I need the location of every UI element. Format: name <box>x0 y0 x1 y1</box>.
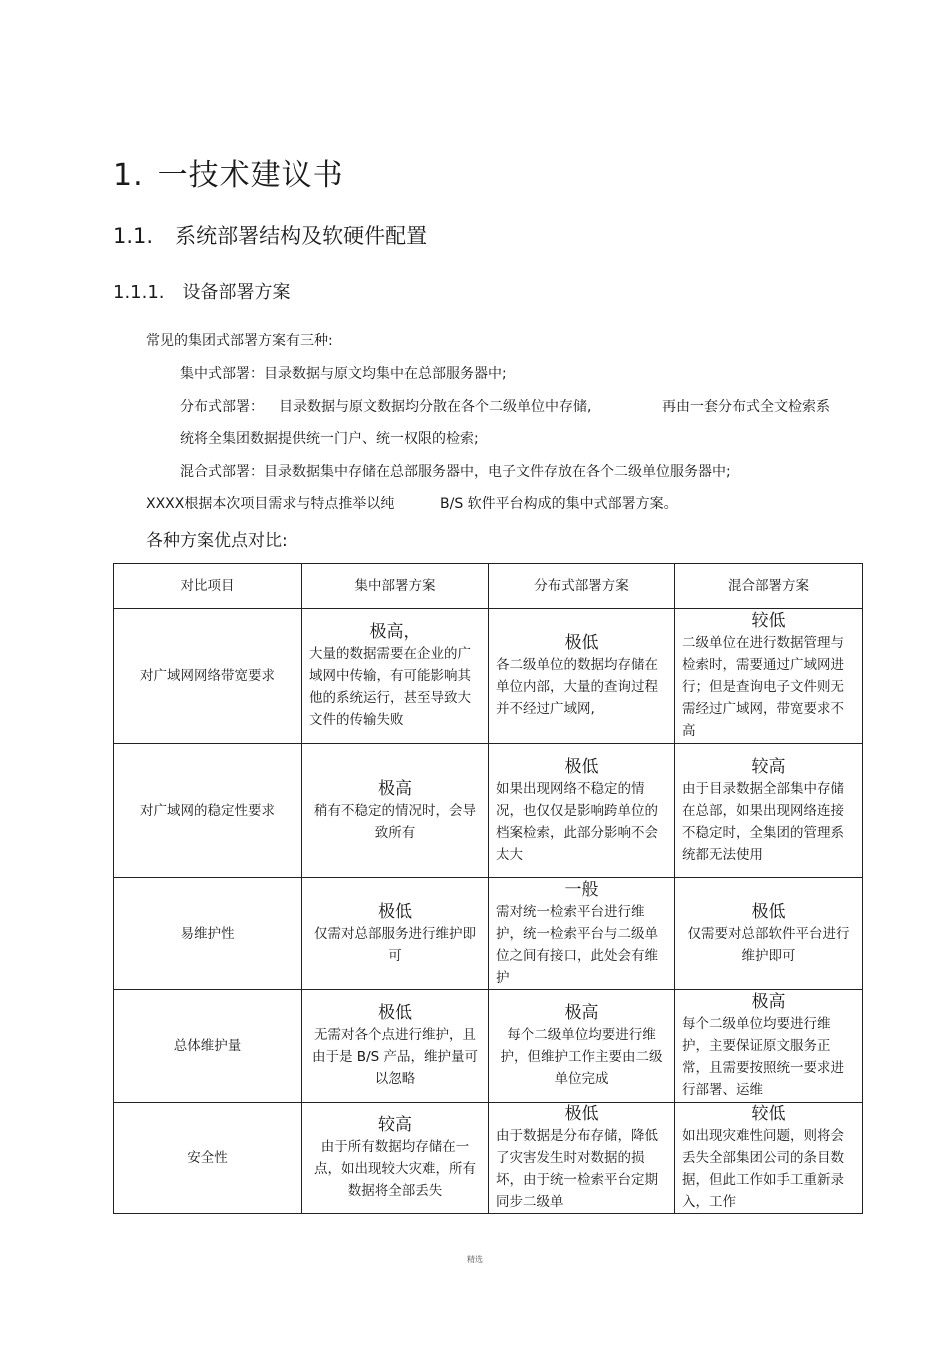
description: 如果出现网络不稳定的情况，也仅仅是影响跨单位的档案检索，此部分影响不会太大 <box>496 780 658 863</box>
rating: 极低 <box>378 901 412 922</box>
distributed-paragraph-line2: 统将全集团数据提供统一门户、统一权限的检索; <box>180 431 479 447</box>
heading-3 <box>113 278 291 304</box>
distributed-paragraph-line1 <box>180 396 264 416</box>
row-label: 易维护性 <box>114 878 302 990</box>
description: 各二级单位的数据均存储在单位内部，大量的查询过程并不经过广域网, <box>496 657 658 717</box>
description: 由于所有数据均存储在一点，如出现较大灾难，所有数据将全部丢失 <box>314 1139 476 1199</box>
table-row <box>114 744 863 878</box>
heading-1 <box>113 150 344 194</box>
table-header-centralized: 集中部署方案 <box>302 564 489 609</box>
rating: 极低 <box>564 1104 599 1124</box>
description: 需对统一检索平台进行维护，统一检索平台与二级单位之间有接口，此处会有维护 <box>496 903 658 986</box>
rating: 极高 <box>378 778 412 799</box>
table-cell <box>675 990 863 1103</box>
table-cell <box>489 744 675 878</box>
description: 仅需要对总部软件平台进行维护即可 <box>687 925 850 964</box>
heading-1-number: 1. <box>113 158 144 193</box>
heading-3-number: 1.1.1. <box>113 282 165 303</box>
rating: 极高， <box>369 622 421 642</box>
table-cell <box>489 990 675 1103</box>
description: 由于目录数据全部集中存储在总部，如果出现网络连接不稳定时，全集团的管理系统都无法使用 <box>682 780 844 863</box>
table-cell <box>302 1103 489 1214</box>
table-cell <box>675 878 863 990</box>
table-cell <box>302 990 489 1103</box>
table-header-hybrid: 混合部署方案 <box>675 564 863 609</box>
description: 每个二级单位均要进行维护，但维护工作主要由二级单位完成 <box>500 1027 663 1087</box>
table-row <box>114 990 863 1103</box>
rating: 极高 <box>564 1003 599 1023</box>
description: 由于数据是分布存储，降低了灾害发生时对数据的损坏，由于统一检索平台定期同步二级单 <box>496 1128 658 1210</box>
table-cell <box>675 744 863 878</box>
compare-title: 各种方案优点对比: <box>146 531 288 551</box>
table-cell <box>675 609 863 744</box>
description: 无需对各个点进行维护，且由于是 B/S 产品，维护量可以忽略 <box>312 1027 478 1087</box>
rating: 极低 <box>378 1003 412 1023</box>
rating: 极低 <box>564 756 599 777</box>
row-label: 总体维护量 <box>114 990 302 1103</box>
heading-2-text: 系统部署结构及软硬件配置 <box>175 224 428 248</box>
table-cell <box>489 609 675 744</box>
table-cell <box>675 1103 863 1214</box>
table-row <box>114 609 863 744</box>
distributed-text-1: 目录数据与原文数据均分散在各个二级单位中存储, <box>279 399 592 415</box>
rating: 较高 <box>751 756 786 777</box>
page-footer: 精选 <box>467 1255 483 1264</box>
table-row <box>114 1103 863 1214</box>
description: 大量的数据需要在企业的广域网中传输，有可能影响其他的系统运行，甚至导致大文件的传输失败 <box>309 646 471 728</box>
rating: 极低 <box>751 901 786 922</box>
recommend-text-1: XXXX根据本次项目需求与特点推举以纯 <box>146 496 395 512</box>
table-cell <box>489 878 675 990</box>
row-label: 对广域网网络带宽要求 <box>114 609 302 744</box>
description: 稍有不稳定的情况时，会导致所有 <box>314 802 476 841</box>
rating: 较低 <box>751 611 786 631</box>
distributed-label: 分布式部署： <box>180 399 264 415</box>
heading-2-number: 1.1. <box>113 224 154 248</box>
rating: 较低 <box>751 1104 786 1124</box>
table-cell <box>302 878 489 990</box>
heading-3-text: 设备部署方案 <box>182 282 291 303</box>
description: 每个二级单位均要进行维护，主要保证原文服务正常，且需要按照统一要求进行部署、运维 <box>682 1016 844 1098</box>
row-label: 对广域网的稳定性要求 <box>114 744 302 878</box>
intro-paragraph: 常见的集团式部署方案有三种: <box>146 333 333 349</box>
centralized-paragraph: 集中式部署：目录数据与原文均集中在总部服务器中; <box>180 366 507 382</box>
hybrid-paragraph: 混合式部署：目录数据集中存储在总部服务器中，电子文件存放在各个二级单位服务器中; <box>180 464 731 480</box>
recommend-text-2: B/S 软件平台构成的集中式部署方案。 <box>440 496 678 512</box>
table-cell <box>302 609 489 744</box>
table-header-row <box>114 564 863 609</box>
description: 如出现灾难性问题，则将会丢失全部集团公司的条目数据，但此工作如手工重新录入，工作 <box>682 1128 844 1210</box>
rating: 极高 <box>751 992 786 1012</box>
heading-2 <box>113 220 427 250</box>
table-cell <box>489 1103 675 1214</box>
distributed-text-2: 再由一套分布式全文检索系 <box>662 399 830 415</box>
table-header-distributed: 分布式部署方案 <box>489 564 675 609</box>
rating: 极低 <box>564 633 599 653</box>
description: 二级单位在进行数据管理与检索时，需要通过广域网进行；但是查询电子文件则无需经过广域网，带宽要求不高 <box>682 635 844 739</box>
table-row <box>114 878 863 990</box>
rating: 一般 <box>564 879 599 900</box>
table-header-item: 对比项目 <box>114 564 302 609</box>
table-cell <box>302 744 489 878</box>
row-label: 安全性 <box>114 1103 302 1214</box>
description: 仅需对总部服务进行维护即可 <box>314 925 476 964</box>
comparison-table <box>113 563 863 1214</box>
rating: 较高 <box>378 1115 412 1135</box>
heading-1-text: 一技术建议书 <box>157 158 344 193</box>
